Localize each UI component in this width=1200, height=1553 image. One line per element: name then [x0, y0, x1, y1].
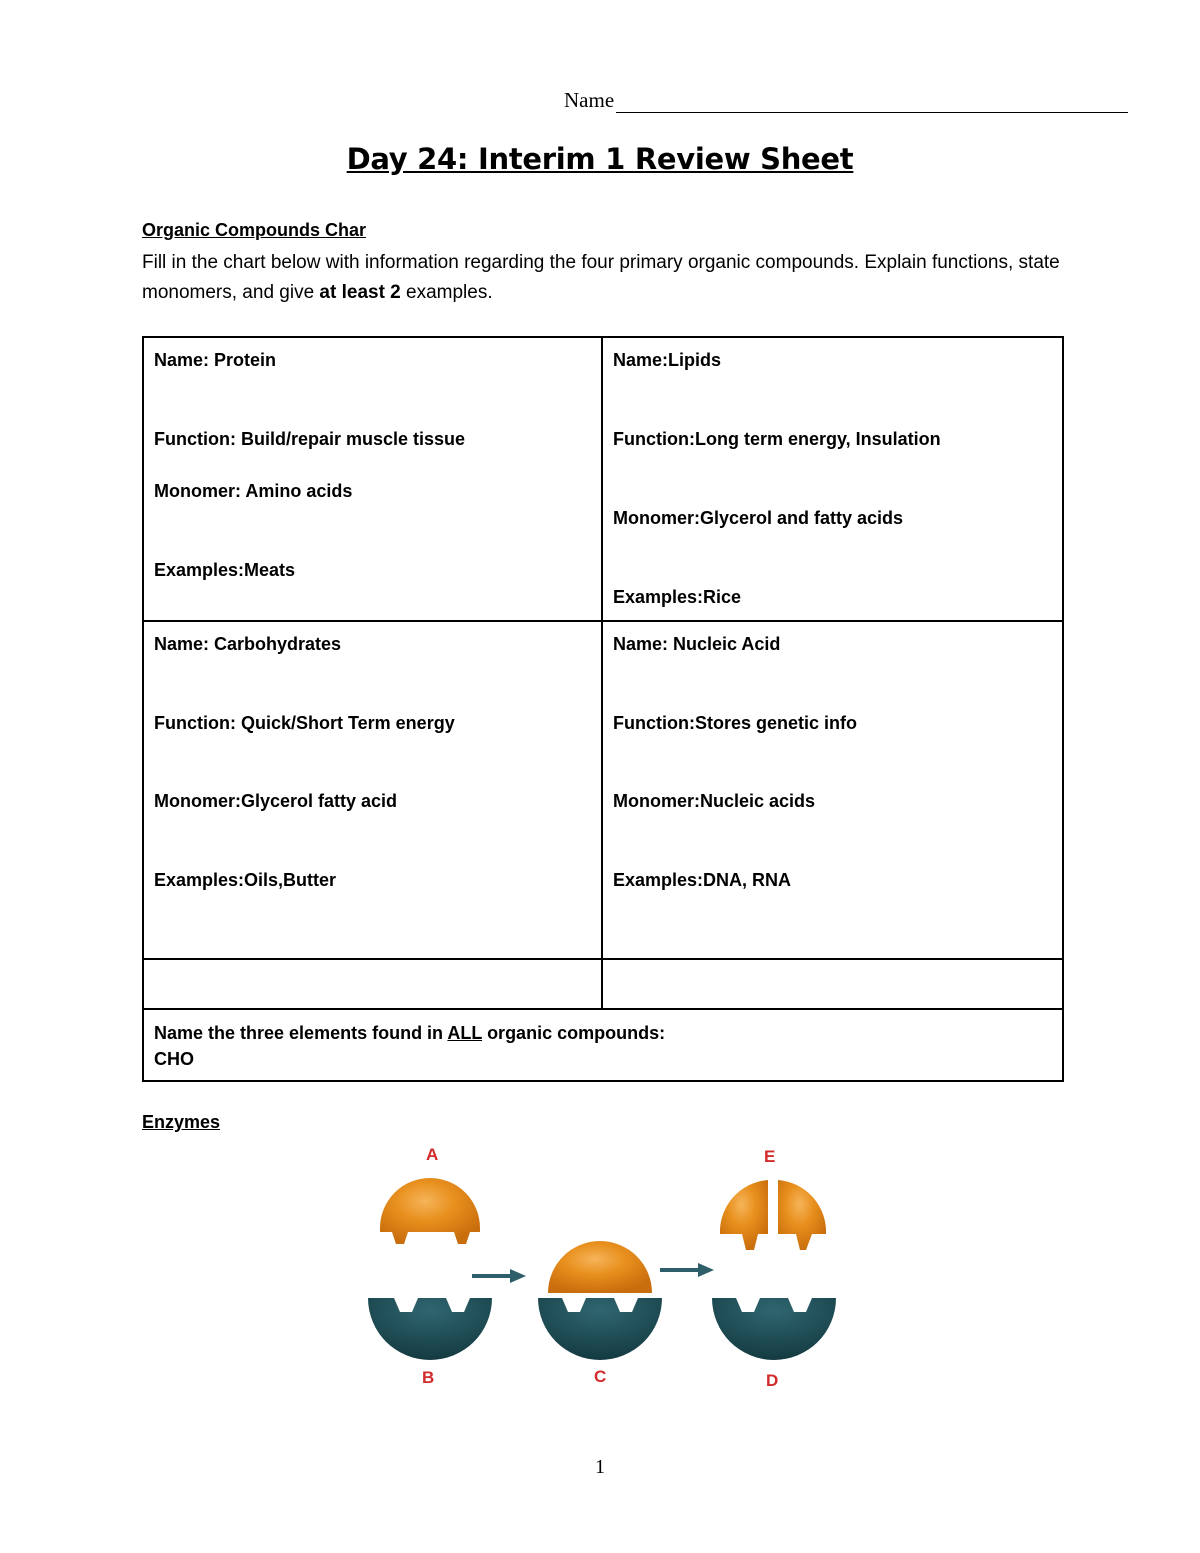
protein-name: Name: Protein [154, 350, 277, 370]
carbohydrates-examples: Examples:Oils,Butter [154, 870, 337, 890]
chart-row-2 [143, 621, 1063, 959]
enzyme-d [712, 1298, 836, 1360]
lipids-name: Name:Lipids [613, 350, 722, 370]
protein-monomer: Monomer: Amino acids [154, 481, 353, 501]
reaction-arrow-1 [472, 1269, 526, 1283]
elements-answer: CHO [154, 1049, 194, 1069]
substrate-a-shape [380, 1178, 480, 1244]
blank-cell-left[interactable] [143, 959, 602, 1009]
blank-cell-right[interactable] [602, 959, 1063, 1009]
enzyme-b-shape [368, 1298, 492, 1360]
organic-compounds-chart [142, 336, 1064, 1082]
lipids-monomer: Monomer:Glycerol and fatty acids [613, 508, 904, 528]
label-d: D [766, 1371, 779, 1390]
nucleic-acid-function: Function:Stores genetic info [613, 713, 858, 733]
lipids-examples: Examples:Rice [613, 587, 742, 607]
product-e-right [778, 1180, 826, 1250]
label-a: A [426, 1145, 439, 1164]
chart-row-blank [143, 959, 1063, 1009]
complex-c-enzyme [538, 1298, 662, 1360]
nucleic-acid-cell[interactable] [602, 621, 1063, 959]
nucleic-acid-name: Name: Nucleic Acid [613, 634, 781, 654]
carbohydrates-monomer: Monomer:Glycerol fatty acid [154, 791, 398, 811]
organic-compounds-heading: Organic Compounds Char [142, 220, 367, 240]
enzyme-diagram [350, 1140, 850, 1400]
elements-cell[interactable] [143, 1009, 1063, 1081]
arrow-2-head [698, 1263, 714, 1277]
protein-cell[interactable] [143, 337, 602, 621]
enzyme-d-shape [712, 1298, 836, 1360]
product-e-left [720, 1180, 768, 1250]
name-label: Name [564, 88, 615, 112]
label-b: B [422, 1368, 435, 1387]
enzymes-heading: Enzymes [142, 1112, 221, 1132]
page-number: 1 [595, 1456, 605, 1478]
protein-examples: Examples:Meats [154, 560, 296, 580]
reaction-arrow-2 [660, 1263, 714, 1277]
enzyme-substrate-complex-c [538, 1241, 662, 1360]
elements-question-emphasis: ALL [447, 1023, 483, 1043]
student-name-field[interactable] [564, 88, 1128, 113]
page-title: Day 24: Interim 1 Review Sheet [346, 142, 854, 176]
complex-c-substrate [548, 1241, 652, 1293]
nucleic-acid-monomer: Monomer:Nucleic acids [613, 791, 816, 811]
protein-function: Function: Build/repair muscle tissue [154, 429, 466, 449]
nucleic-acid-examples: Examples:DNA, RNA [613, 870, 792, 890]
organic-compounds-instructions [142, 248, 1062, 308]
elements-question-text-2: organic compounds: [482, 1023, 666, 1043]
instructions-bold: at least 2 [319, 282, 401, 303]
carbohydrates-cell[interactable] [143, 621, 602, 959]
elements-question-text-1: Name the three elements found in [154, 1023, 448, 1043]
lipids-function: Function:Long term energy, Insulation [613, 429, 941, 449]
name-blank-line [616, 90, 1128, 113]
instructions-text-2: examples. [400, 282, 493, 303]
label-e: E [764, 1147, 776, 1166]
products-e [720, 1180, 826, 1250]
lipids-cell[interactable] [602, 337, 1063, 621]
elements-question [154, 1020, 1052, 1046]
instructions-text-1: Fill in the chart below with information regarding the four primary organic compounds. Explain functions, state monomers, and give [142, 252, 1060, 303]
carbohydrates-name: Name: Carbohydrates [154, 634, 342, 654]
arrow-1-head [510, 1269, 526, 1283]
substrate-a [380, 1178, 480, 1244]
carbohydrates-function: Function: Quick/Short Term energy [154, 713, 455, 733]
enzyme-b [368, 1298, 492, 1360]
chart-row-1 [143, 337, 1063, 621]
chart-row-elements [143, 1009, 1063, 1081]
label-c: C [594, 1367, 607, 1386]
